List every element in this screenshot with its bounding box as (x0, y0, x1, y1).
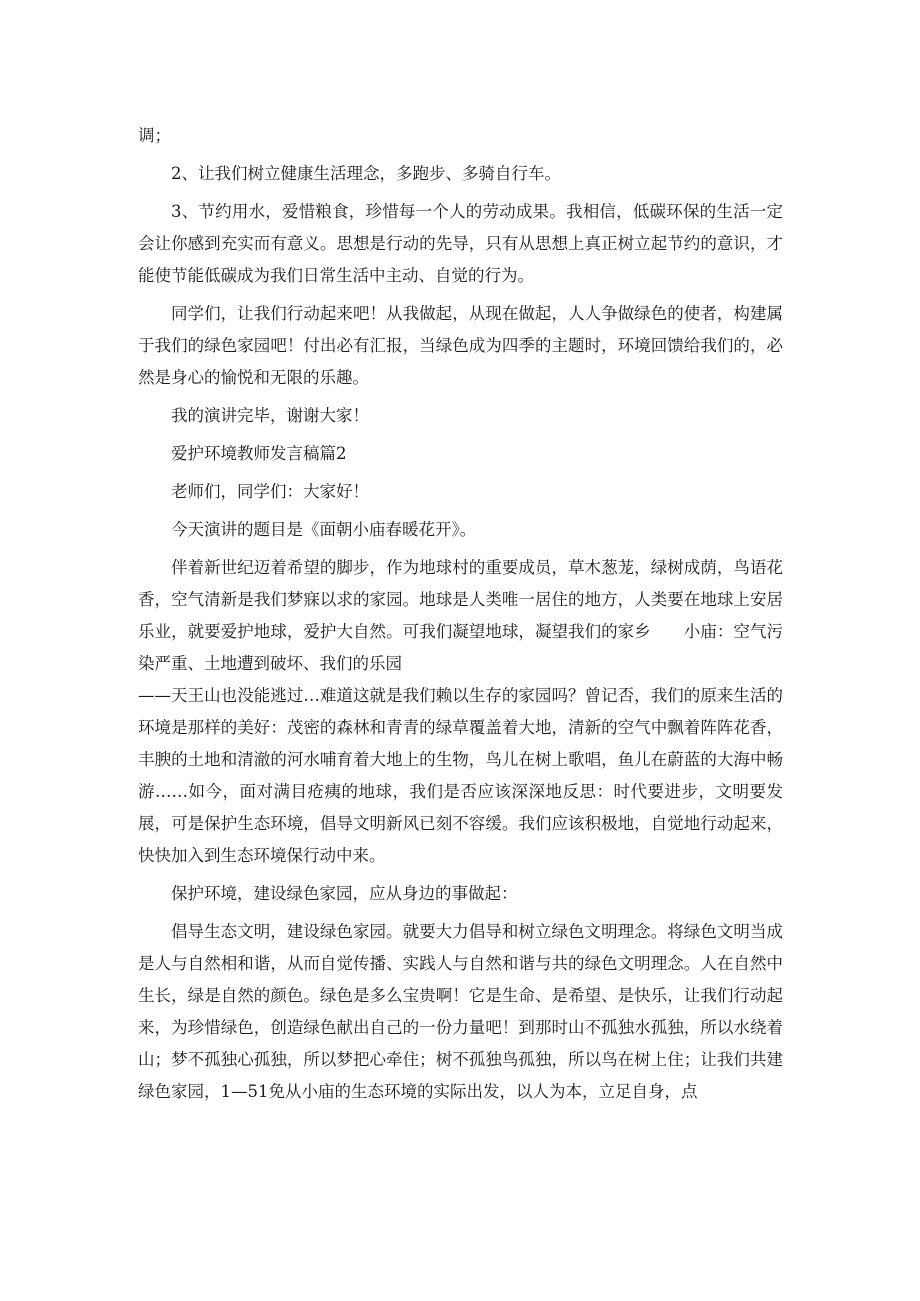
paragraph-intro: 伴着新世纪迈着希望的脚步，作为地球村的重要成员，草木葱茏，绿树成荫，鸟语花香，空气清新是我们梦寐以求的家园。地球是人类唯一居住的地方，人类要在地球上安居乐业，就要爱护地球，爱护大自然。可我们凝望地球，凝望我们的家乡 小庙：空气污染严重、土地遭到破坏、我们的乐园 (138, 558, 783, 673)
paragraph-item-3: 3、节约用水，爱惜粮食，珍惜每一个人的劳动成果。我相信，低碳环保的生活一定会让你感到充实而有意义。思想是行动的先导，只有从思想上真正树立起节约的意识，才能使节能低碳成为我们日常生活中主动、自觉的行为。 (138, 202, 783, 285)
section-heading: 爱护环境教师发言稿篇2 (171, 444, 347, 463)
paragraph-greeting: 老师们，同学们：大家好！ (171, 482, 369, 501)
paragraph-topic: 今天演讲的题目是《面朝小庙春暖花开》。 (171, 520, 477, 539)
paragraph-intro-continued: ——天王山也没能逃过…难道这就是我们赖以生存的家园吗？曾记否，我们的原来生活的环境是那样的美好：茂密的森林和青青的绿草覆盖着大地，清新的空气中飘着阵阵花香，丰腴的土地和清澈的河水哺育着大地上的生物，鸟儿在树上歌唱，鱼儿在蔚蓝的大海中畅游……如今，面对满目疮痍的地球，我们是否应该深深地反思：时代要进步，文明要发展，可是保护生态环境，倡导文明新风已刻不容缓。我们应该积极地，自觉地行动起来，快快加入到生态环境保行动中来。 (138, 686, 783, 865)
paragraph-continuation: 调； (138, 126, 171, 145)
paragraph-start: 保护环境，建设绿色家园，应从身边的事做起： (171, 884, 518, 903)
paragraph-closing: 我的演讲完毕，谢谢大家！ (171, 406, 369, 425)
paragraph-call-to-action: 同学们，让我们行动起来吧！从我做起，从现在做起，人人争做绿色的使者，构建属于我们的绿色家园吧！付出必有汇报，当绿色成为四季的主题时，环境回馈给我们的，必然是身心的愉悦和无限的乐趣。 (138, 304, 783, 387)
paragraph-green-civilization: 倡导生态文明，建设绿色家园。就要大力倡导和树立绿色文明理念。将绿色文明当成是人与自然相和谐，从而自觉传播、实践人与自然和谐与共的绿色文明理念。人在自然中生长，绿是自然的颜色。绿色是多么宝贵啊！它是生命、是希望、是快乐，让我们行动起来，为珍惜绿色，创造绿色献出自己的一份力量吧！到那时山不孤独水孤独，所以水绕着山；梦不孤独心孤独，所以梦把心牵住；树不孤独鸟孤独，所以鸟在树上住；让我们共建绿色家园，1—51免从小庙的生态环境的实际出发，以人为本，立足自身，点 (138, 922, 783, 1101)
document-body (138, 120, 783, 1114)
paragraph-item-2: 2、让我们树立健康生活理念，多跑步、多骑自行车。 (171, 164, 561, 183)
